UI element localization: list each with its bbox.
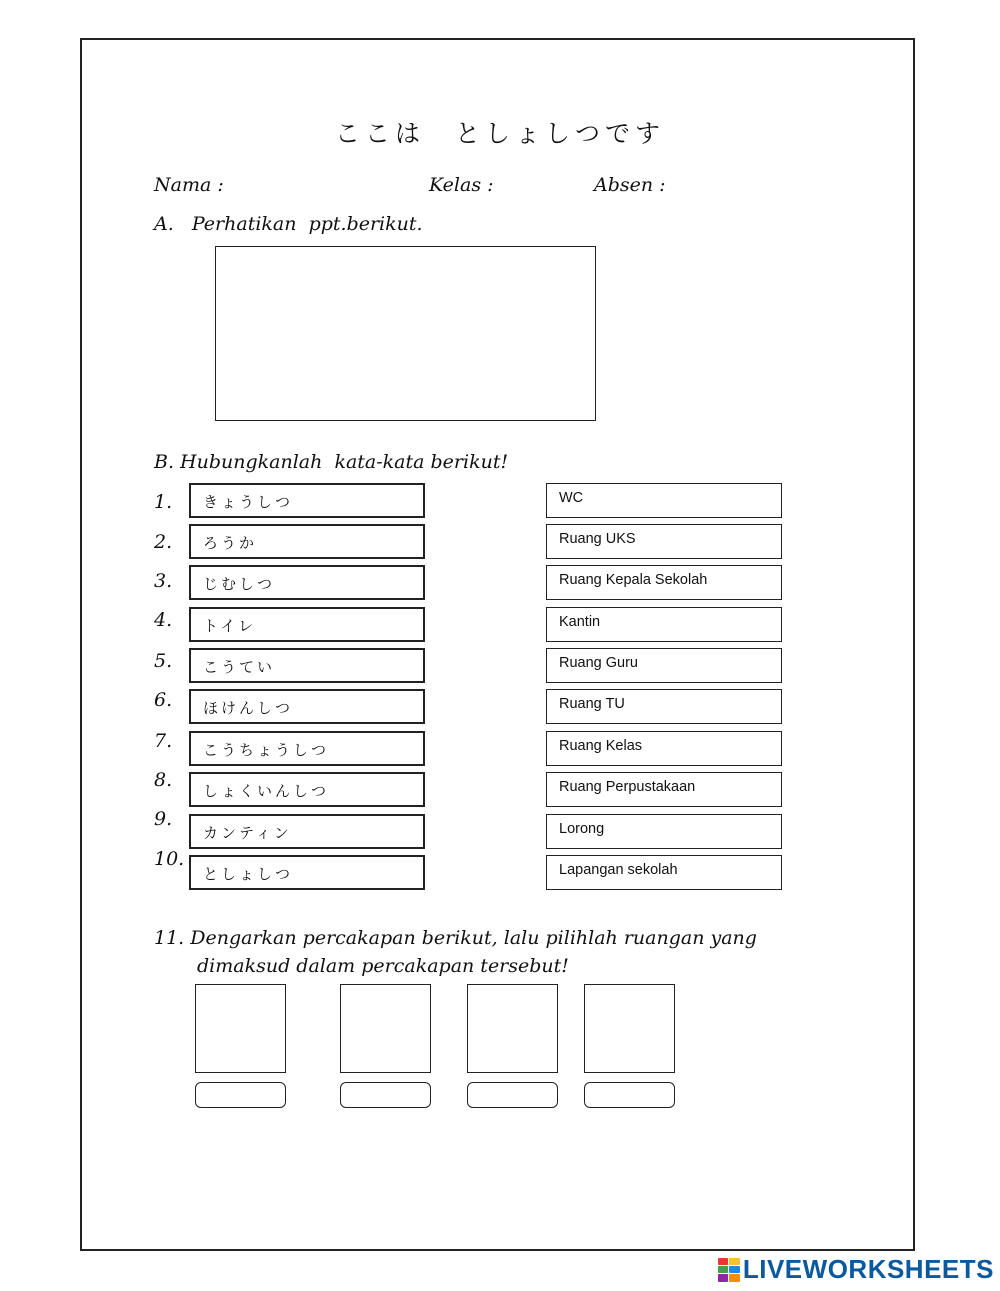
audio-image-box[interactable] [340, 984, 431, 1073]
item-number: 9. [154, 808, 173, 830]
match-left-box[interactable]: こうちょうしつ [189, 731, 425, 766]
match-right-box[interactable]: Lapangan sekolah [546, 855, 782, 890]
page-title: ここは としょしつです [334, 119, 665, 148]
absen-label: Absen : [594, 174, 666, 196]
section-a-heading: A. Perhatikan ppt.berikut. [154, 213, 423, 235]
match-right-box[interactable]: Kantin [546, 607, 782, 642]
match-left-box[interactable]: としょしつ [189, 855, 425, 890]
item-number: 1. [154, 491, 173, 513]
match-right-box[interactable]: Ruang Guru [546, 648, 782, 683]
match-right-box[interactable]: Lorong [546, 814, 782, 849]
match-left-box[interactable]: きょうしつ [189, 483, 425, 518]
item-number: 8. [154, 769, 173, 791]
match-left-box[interactable]: じむしつ [189, 565, 425, 600]
kelas-label: Kelas : [429, 174, 494, 196]
question-11-line1: 11. Dengarkan percakapan berikut, lalu pilihlah ruangan yang [154, 927, 757, 949]
item-number: 10. [154, 848, 185, 870]
ppt-frame[interactable] [215, 246, 596, 421]
match-right-box[interactable]: Ruang Kepala Sekolah [546, 565, 782, 600]
liveworksheets-logo [718, 1254, 994, 1285]
match-left-box[interactable]: ほけんしつ [189, 689, 425, 724]
match-right-box[interactable]: Ruang Kelas [546, 731, 782, 766]
match-right-box[interactable]: Ruang TU [546, 689, 782, 724]
match-left-box[interactable]: トイレ [189, 607, 425, 642]
audio-image-box[interactable] [584, 984, 675, 1073]
audio-image-box[interactable] [195, 984, 286, 1073]
question-11-line2: dimaksud dalam percakapan tersebut! [197, 955, 569, 977]
item-number: 5. [154, 650, 173, 672]
match-left-box[interactable]: ろうか [189, 524, 425, 559]
brand-name: LIVEWORKSHEETS [742, 1254, 994, 1284]
item-number: 4. [154, 609, 173, 631]
answer-input[interactable] [195, 1082, 286, 1108]
match-left-box[interactable]: しょくいんしつ [189, 772, 425, 807]
section-b-heading: B. Hubungkanlah kata-kata berikut! [154, 451, 509, 473]
match-right-box[interactable]: Ruang UKS [546, 524, 782, 559]
answer-input[interactable] [467, 1082, 558, 1108]
item-number: 7. [154, 730, 173, 752]
item-number: 2. [154, 531, 173, 553]
answer-input[interactable] [340, 1082, 431, 1108]
match-left-box[interactable]: こうてい [189, 648, 425, 683]
answer-input[interactable] [584, 1082, 675, 1108]
match-right-box[interactable]: Ruang Perpustakaan [546, 772, 782, 807]
nama-label: Nama : [154, 174, 224, 196]
item-number: 6. [154, 689, 173, 711]
liveworksheets-logo-icon [718, 1258, 740, 1282]
item-number: 3. [154, 570, 173, 592]
audio-image-box[interactable] [467, 984, 558, 1073]
match-left-box[interactable]: カンティン [189, 814, 425, 849]
match-right-box[interactable]: WC [546, 483, 782, 518]
